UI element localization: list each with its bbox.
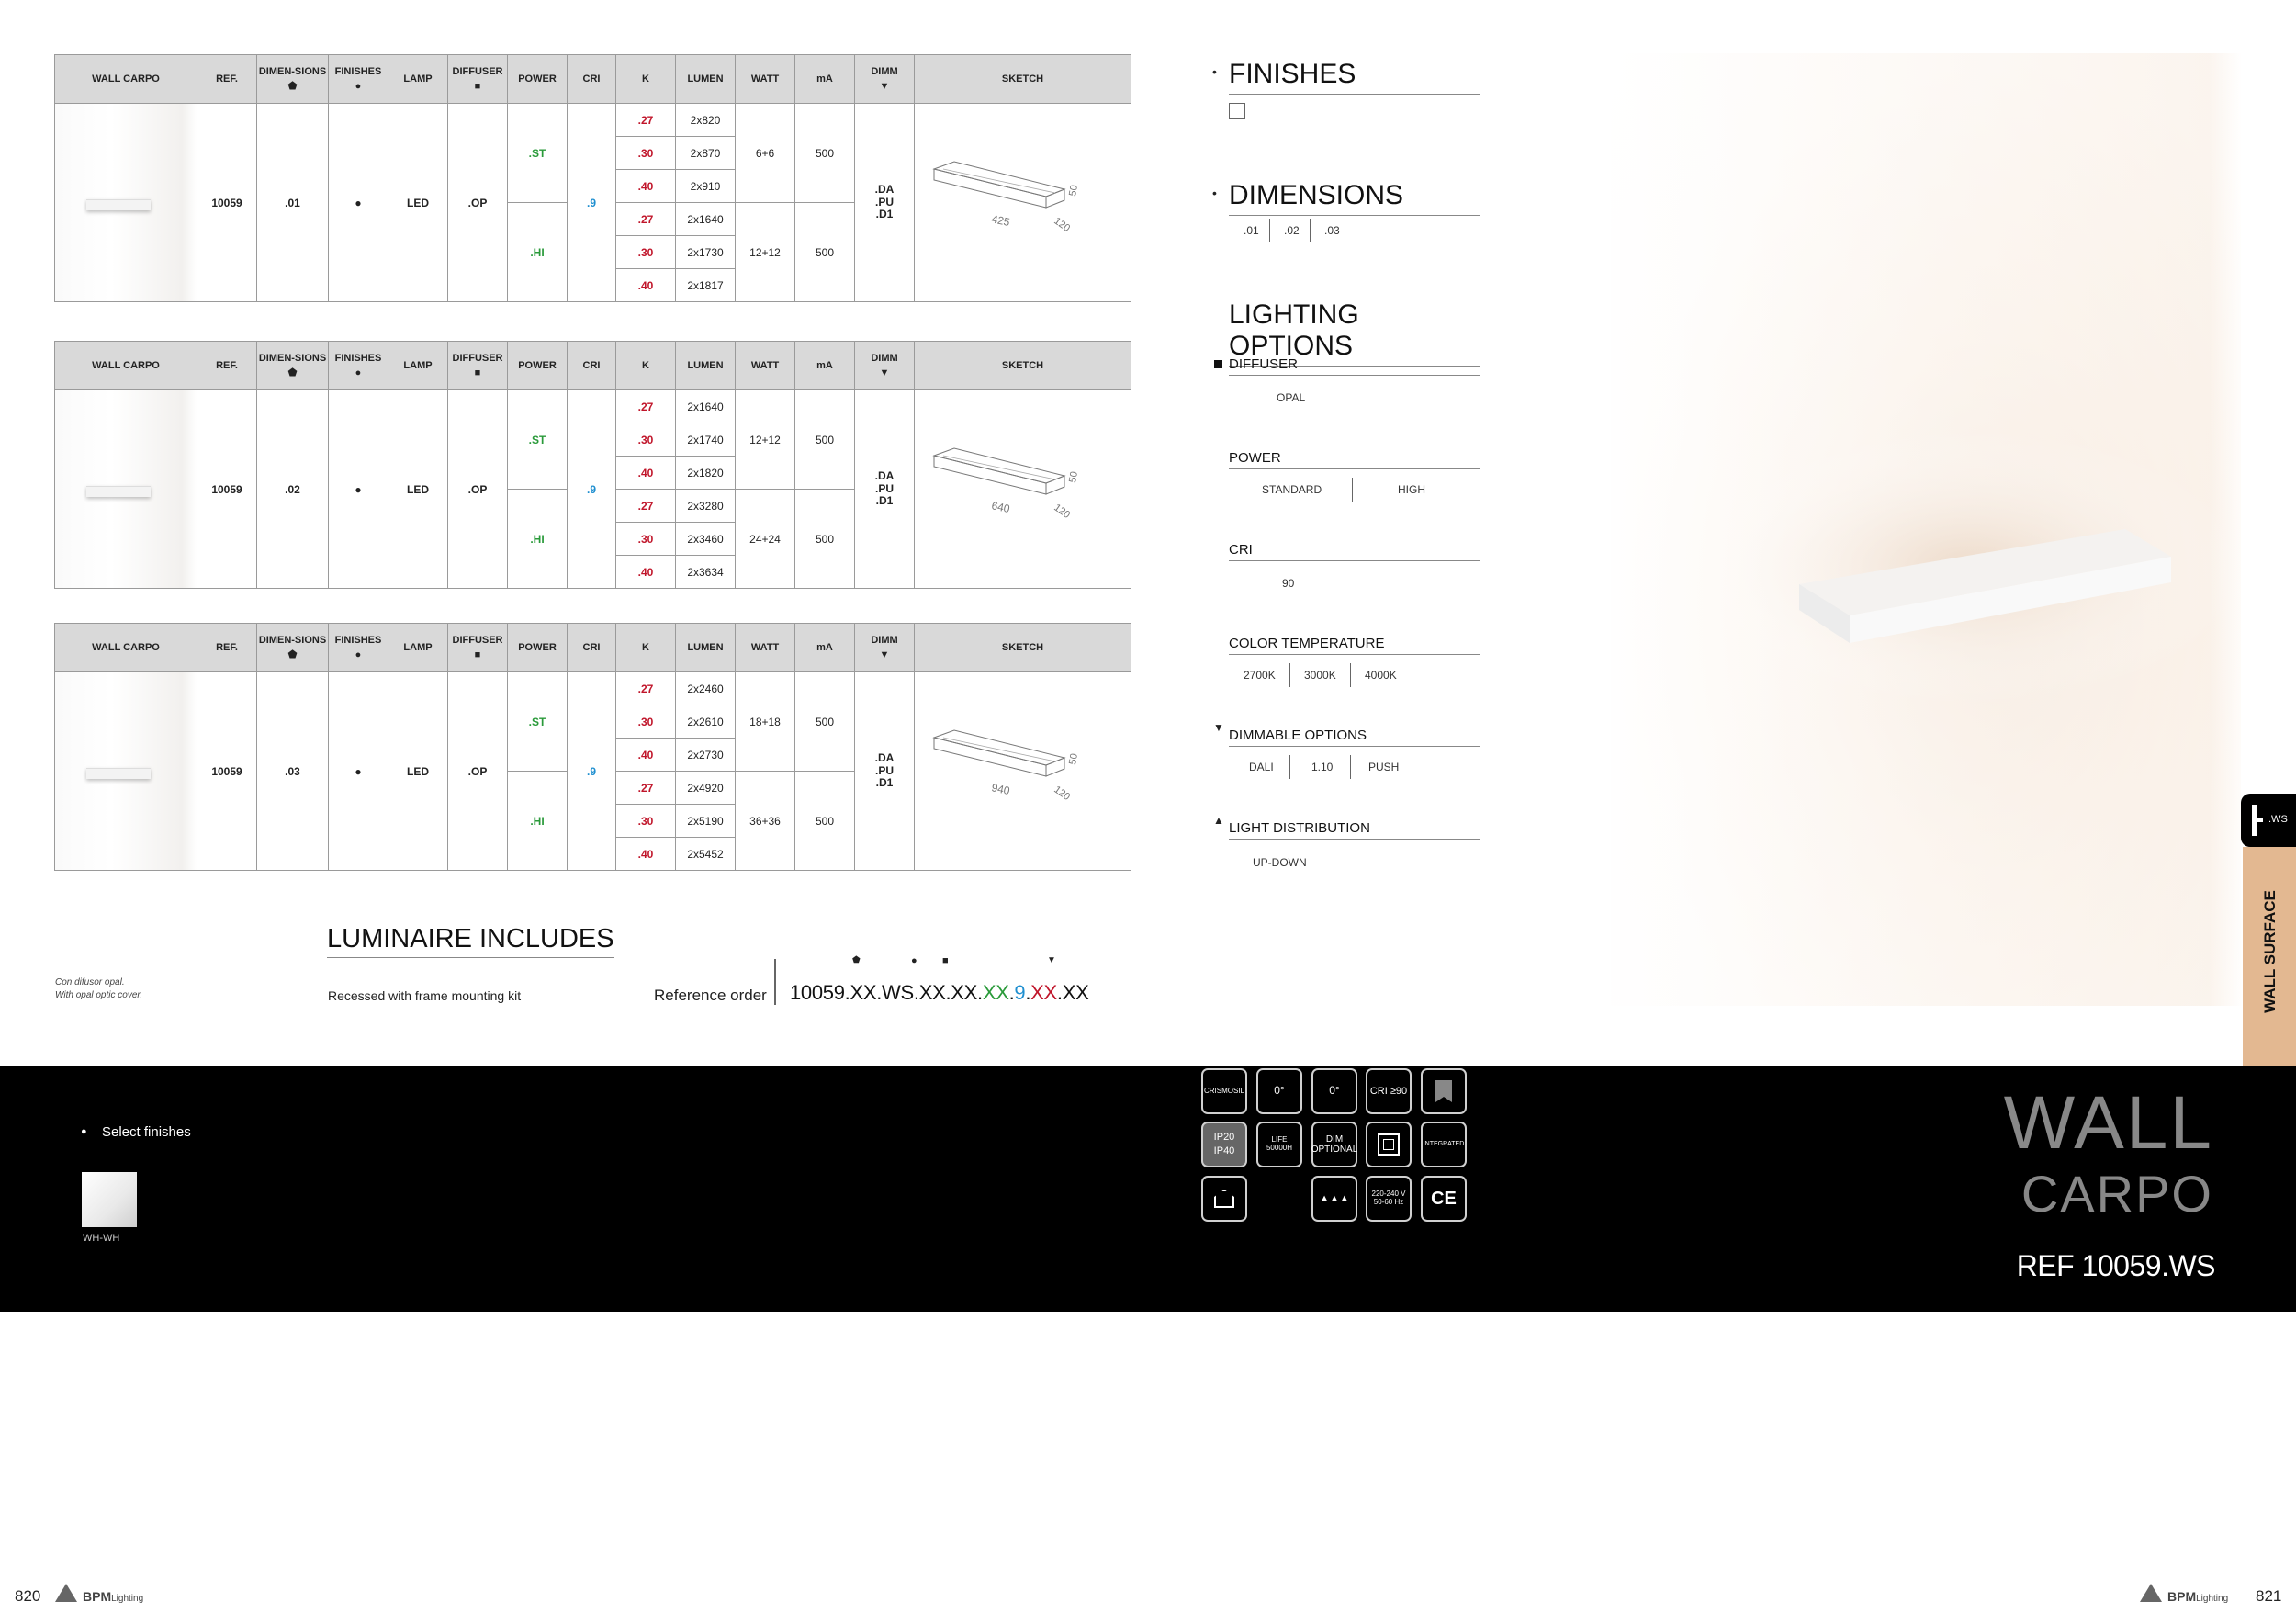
finishes-title: FINISHES: [1229, 59, 1480, 95]
sketch-length: 640: [989, 499, 1011, 516]
column-header: DIFFUSER ■: [448, 55, 508, 104]
k-cell: .30: [616, 236, 676, 269]
dimension-cell: .03: [257, 672, 329, 871]
k-cell: .27: [616, 104, 676, 137]
column-header: DIMEN-SIONS ⬟: [257, 342, 329, 390]
dimensions-title: DIMENSIONS: [1229, 180, 1480, 216]
reference-code: [790, 981, 1088, 1005]
page-number-left: 820: [15, 1587, 41, 1605]
pentagon-icon: ⬟: [852, 955, 861, 965]
note-en: With opal optic cover.: [55, 990, 143, 1000]
lumen-cell: 2x1640: [676, 203, 736, 236]
product-thumbnail: [55, 104, 197, 302]
lumen-cell: 2x4920: [676, 772, 736, 805]
ip-rating-icon: IP20 IP40: [1201, 1122, 1247, 1167]
dimm-option[interactable]: PUSH: [1368, 761, 1400, 773]
product-ref: REF 10059.WS: [2016, 1249, 2215, 1282]
column-header: WALL CARPO: [55, 342, 197, 390]
cri-icon: CRI ≥90: [1366, 1068, 1412, 1114]
tilt-angle-icon: 0°: [1256, 1068, 1302, 1114]
color-temperature-title: COLOR TEMPERATURE: [1229, 636, 1480, 655]
product-title-line1: WALL: [2003, 1081, 2213, 1165]
column-header: WALL CARPO: [55, 624, 197, 672]
select-finishes-label: Select finishes: [102, 1124, 191, 1140]
k-cell: .27: [616, 772, 676, 805]
column-header: SKETCH: [915, 624, 1131, 672]
ma-cell: 500: [795, 672, 855, 772]
header-symbol-icon: ●: [355, 649, 362, 660]
header-symbol-icon: ●: [355, 367, 362, 378]
lumen-cell: 2x910: [676, 170, 736, 203]
distribution-option[interactable]: UP-DOWN: [1253, 856, 1307, 869]
sketch-drawing: [917, 105, 1129, 298]
k-cell: .30: [616, 137, 676, 170]
k-cell: .40: [616, 739, 676, 772]
header-symbol-icon: ⬟: [287, 81, 298, 92]
lamp-cell: LED: [388, 672, 448, 871]
watt-cell: 36+36: [736, 772, 795, 871]
integrated-icon: INTEGRATED: [1421, 1122, 1467, 1167]
lumen-cell: 2x820: [676, 104, 736, 137]
sketch-height: 50: [1066, 470, 1080, 484]
reference-code-segment: 10059.XX.WS.XX.XX.: [790, 981, 983, 1004]
column-header: WATT: [736, 342, 795, 390]
lumen-cell: 2x2730: [676, 739, 736, 772]
column-header: REF.: [197, 342, 257, 390]
lamp-cell: LED: [388, 390, 448, 589]
sketch-drawing: [917, 673, 1129, 866]
dot-icon: ●: [911, 955, 917, 966]
power-cell: .HI: [508, 772, 568, 871]
sketch-width: 120: [1051, 784, 1072, 803]
ma-cell: 500: [795, 490, 855, 589]
k-cell: .40: [616, 170, 676, 203]
column-header: mA: [795, 624, 855, 672]
power-cell: .ST: [508, 672, 568, 772]
column-header: REF.: [197, 624, 257, 672]
column-header: mA: [795, 342, 855, 390]
column-header: LAMP: [388, 624, 448, 672]
ref-cell: 10059: [197, 104, 257, 302]
ma-cell: 500: [795, 390, 855, 490]
note-es: Con difusor opal.: [55, 977, 125, 987]
header-symbol-icon: ●: [355, 81, 362, 92]
reference-code-segment: XX: [1030, 981, 1057, 1004]
column-header: POWER: [508, 624, 568, 672]
brand-right: BPMLighting: [2167, 1589, 2229, 1604]
dimm-cell: .DA .PU .D1: [855, 104, 915, 302]
includes-title: LUMINAIRE INCLUDES: [327, 924, 614, 958]
column-header: WATT: [736, 624, 795, 672]
sketch-height: 50: [1066, 752, 1080, 766]
spec-table: [54, 54, 1131, 302]
k-cell: .40: [616, 556, 676, 589]
triangle-up-icon: ▲: [1213, 814, 1224, 827]
page-number-right: 821: [2256, 1587, 2282, 1605]
column-header: CRI: [568, 624, 616, 672]
diffuser-cell: .OP: [448, 390, 508, 589]
column-header: POWER: [508, 342, 568, 390]
brand-left: BPMLighting: [83, 1589, 144, 1604]
square-icon: [1214, 360, 1222, 368]
reference-order-label: Reference order: [654, 987, 767, 1004]
cri-title: CRI: [1229, 542, 1480, 561]
distribution-title: LIGHT DISTRIBUTION: [1229, 820, 1480, 840]
lumen-cell: 2x1640: [676, 390, 736, 423]
dimension-cell: .02: [257, 390, 329, 589]
column-header: FINISHES ●: [329, 624, 388, 672]
power-cell: .HI: [508, 203, 568, 302]
diffuser-cell: .OP: [448, 672, 508, 871]
k-cell: .40: [616, 269, 676, 302]
lumen-cell: 2x3634: [676, 556, 736, 589]
rotation-angle-icon: 0°: [1311, 1068, 1357, 1114]
sketch-drawing: [917, 391, 1129, 584]
dimension-option[interactable]: .01: [1244, 224, 1259, 237]
dimension-option[interactable]: .03: [1324, 224, 1340, 237]
lighting-options-title: LIGHTING OPTIONS: [1229, 299, 1480, 367]
power-cell: .ST: [508, 390, 568, 490]
lumen-cell: 2x1740: [676, 423, 736, 457]
finish-cell: ●: [329, 672, 388, 871]
logo-icon: [2140, 1584, 2162, 1602]
lumen-cell: 2x5190: [676, 805, 736, 838]
k-cell: .30: [616, 705, 676, 739]
column-header: K: [616, 55, 676, 104]
lumen-cell: 2x3280: [676, 490, 736, 523]
watt-cell: 24+24: [736, 490, 795, 589]
power-option[interactable]: HIGH: [1398, 483, 1425, 496]
dot-icon: ●: [81, 1126, 87, 1137]
ce-icon: CE: [1421, 1176, 1467, 1222]
column-header: CRI: [568, 342, 616, 390]
column-header: mA: [795, 55, 855, 104]
sketch-length: 940: [989, 781, 1011, 798]
column-header: SKETCH: [915, 342, 1131, 390]
power-option[interactable]: STANDARD: [1262, 483, 1322, 496]
color-option[interactable]: 3000K: [1304, 669, 1336, 682]
spec-table: [54, 623, 1131, 871]
column-header: WATT: [736, 55, 795, 104]
life-hours-icon: LIFE 50000H: [1256, 1122, 1302, 1167]
lumen-cell: 2x1817: [676, 269, 736, 302]
column-header: LUMEN: [676, 624, 736, 672]
header-symbol-icon: ⬟: [287, 649, 298, 660]
column-header: LAMP: [388, 342, 448, 390]
product-thumbnail: [55, 390, 197, 589]
column-header: CRI: [568, 55, 616, 104]
header-symbol-icon: ▼: [879, 81, 890, 92]
bullet-icon: •: [1212, 64, 1217, 79]
dimmable-title: DIMMABLE OPTIONS: [1229, 727, 1480, 747]
sketch-length: 425: [989, 212, 1011, 230]
sketch-height: 50: [1066, 184, 1080, 197]
sketch-width: 120: [1051, 215, 1072, 234]
lumen-cell: 2x2460: [676, 672, 736, 705]
bookmark-icon: [1421, 1068, 1467, 1114]
cri-cell: .9: [568, 390, 616, 589]
watt-cell: 6+6: [736, 104, 795, 203]
k-cell: .40: [616, 457, 676, 490]
dim-optional-icon: DIM OPTIONAL: [1311, 1122, 1357, 1167]
column-header: REF.: [197, 55, 257, 104]
dimension-option[interactable]: .02: [1284, 224, 1300, 237]
column-header: POWER: [508, 55, 568, 104]
dimm-cell: .DA .PU .D1: [855, 672, 915, 871]
product-thumbnail: [55, 672, 197, 871]
k-cell: .27: [616, 203, 676, 236]
ma-cell: 500: [795, 203, 855, 302]
header-symbol-icon: ▼: [879, 649, 890, 660]
column-header: DIMEN-SIONS ⬟: [257, 624, 329, 672]
triangle-down-icon: ▼: [1047, 955, 1056, 965]
column-header: DIMEN-SIONS ⬟: [257, 55, 329, 104]
ma-cell: 500: [795, 104, 855, 203]
lumen-cell: 2x870: [676, 137, 736, 170]
column-header: FINISHES ●: [329, 55, 388, 104]
watt-cell: 12+12: [736, 390, 795, 490]
header-symbol-icon: ■: [474, 81, 481, 92]
lumen-cell: 2x3460: [676, 523, 736, 556]
column-header: DIMM ▼: [855, 624, 915, 672]
driver-icon: ▲▲▲: [1311, 1176, 1357, 1222]
diffuser-option[interactable]: OPAL: [1277, 391, 1306, 404]
k-cell: .30: [616, 523, 676, 556]
k-cell: .30: [616, 805, 676, 838]
column-header: LAMP: [388, 55, 448, 104]
reference-code-segment: 9: [1014, 981, 1026, 1004]
side-tab-label: WALL SURFACE: [2261, 890, 2279, 1013]
sketch-cell: [915, 104, 1131, 302]
lumen-cell: 2x1730: [676, 236, 736, 269]
k-cell: .27: [616, 390, 676, 423]
sketch-width: 120: [1051, 502, 1072, 521]
lumen-cell: 2x5452: [676, 838, 736, 871]
sketch-cell: [915, 672, 1131, 871]
column-header: LUMEN: [676, 342, 736, 390]
spec-table: [54, 341, 1131, 589]
indoor-icon: [1201, 1176, 1247, 1222]
column-header: DIMM ▼: [855, 342, 915, 390]
ma-cell: 500: [795, 772, 855, 871]
finish-swatch[interactable]: [82, 1172, 137, 1227]
dimension-cell: .01: [257, 104, 329, 302]
k-cell: .27: [616, 672, 676, 705]
header-symbol-icon: ■: [474, 649, 481, 660]
header-symbol-icon: ▼: [879, 367, 890, 378]
bullet-icon: •: [1212, 186, 1217, 200]
square-icon: ■: [942, 955, 949, 966]
column-header: DIFFUSER ■: [448, 342, 508, 390]
column-header: DIFFUSER ■: [448, 624, 508, 672]
diffuser-cell: .OP: [448, 104, 508, 302]
reference-code-segment: .XX: [1056, 981, 1089, 1004]
includes-text: Recessed with frame mounting kit: [328, 988, 522, 1003]
column-header: SKETCH: [915, 55, 1131, 104]
finish-cell: ●: [329, 390, 388, 589]
header-symbol-icon: ⬟: [287, 367, 298, 378]
watt-cell: 12+12: [736, 203, 795, 302]
column-header: K: [616, 624, 676, 672]
finish-cell: ●: [329, 104, 388, 302]
voltage-icon: 220-240 V 50-60 Hz: [1366, 1176, 1412, 1222]
ref-cell: 10059: [197, 672, 257, 871]
power-title: POWER: [1229, 450, 1480, 469]
cri-cell: .9: [568, 104, 616, 302]
product-photo: [1611, 53, 2241, 1006]
reference-code-segment: .: [1025, 981, 1031, 1004]
dimm-option[interactable]: 1.10: [1311, 761, 1334, 773]
side-tab-icon-box[interactable]: [2241, 794, 2296, 847]
reference-code-segment: XX: [982, 981, 1009, 1004]
diffuser-title: DIFFUSER: [1229, 356, 1480, 376]
cri-option[interactable]: 90: [1282, 577, 1295, 590]
finish-code: WH-WH: [83, 1233, 120, 1244]
header-symbol-icon: ■: [474, 367, 481, 378]
sketch-cell: [915, 390, 1131, 589]
dimm-option[interactable]: DALI: [1249, 761, 1274, 773]
side-tab-code: .WS: [2268, 814, 2288, 825]
triangle-down-icon: ▼: [1213, 721, 1224, 734]
k-cell: .27: [616, 490, 676, 523]
watt-cell: 18+18: [736, 672, 795, 772]
lumen-cell: 2x1820: [676, 457, 736, 490]
info-band: [0, 1066, 2296, 1312]
cri-cell: .9: [568, 672, 616, 871]
column-header: LUMEN: [676, 55, 736, 104]
power-cell: .HI: [508, 490, 568, 589]
logo-icon: [55, 1584, 77, 1602]
side-tab[interactable]: [2243, 847, 2296, 1066]
power-cell: .ST: [508, 104, 568, 203]
frame-icon: [1366, 1122, 1412, 1167]
crismosil-icon: CRISMOSIL: [1201, 1068, 1247, 1114]
lumen-cell: 2x2610: [676, 705, 736, 739]
finish-checkbox[interactable]: [1229, 103, 1245, 119]
column-header: WALL CARPO: [55, 55, 197, 104]
column-header: FINISHES ●: [329, 342, 388, 390]
color-option[interactable]: 2700K: [1244, 669, 1276, 682]
column-header: DIMM ▼: [855, 55, 915, 104]
ref-cell: 10059: [197, 390, 257, 589]
color-option[interactable]: 4000K: [1365, 669, 1397, 682]
product-title-line2: CARPO: [2020, 1165, 2213, 1223]
dimm-cell: .DA .PU .D1: [855, 390, 915, 589]
lamp-cell: LED: [388, 104, 448, 302]
column-header: K: [616, 342, 676, 390]
reference-code-segment: .: [1008, 981, 1015, 1004]
k-cell: .30: [616, 423, 676, 457]
k-cell: .40: [616, 838, 676, 871]
